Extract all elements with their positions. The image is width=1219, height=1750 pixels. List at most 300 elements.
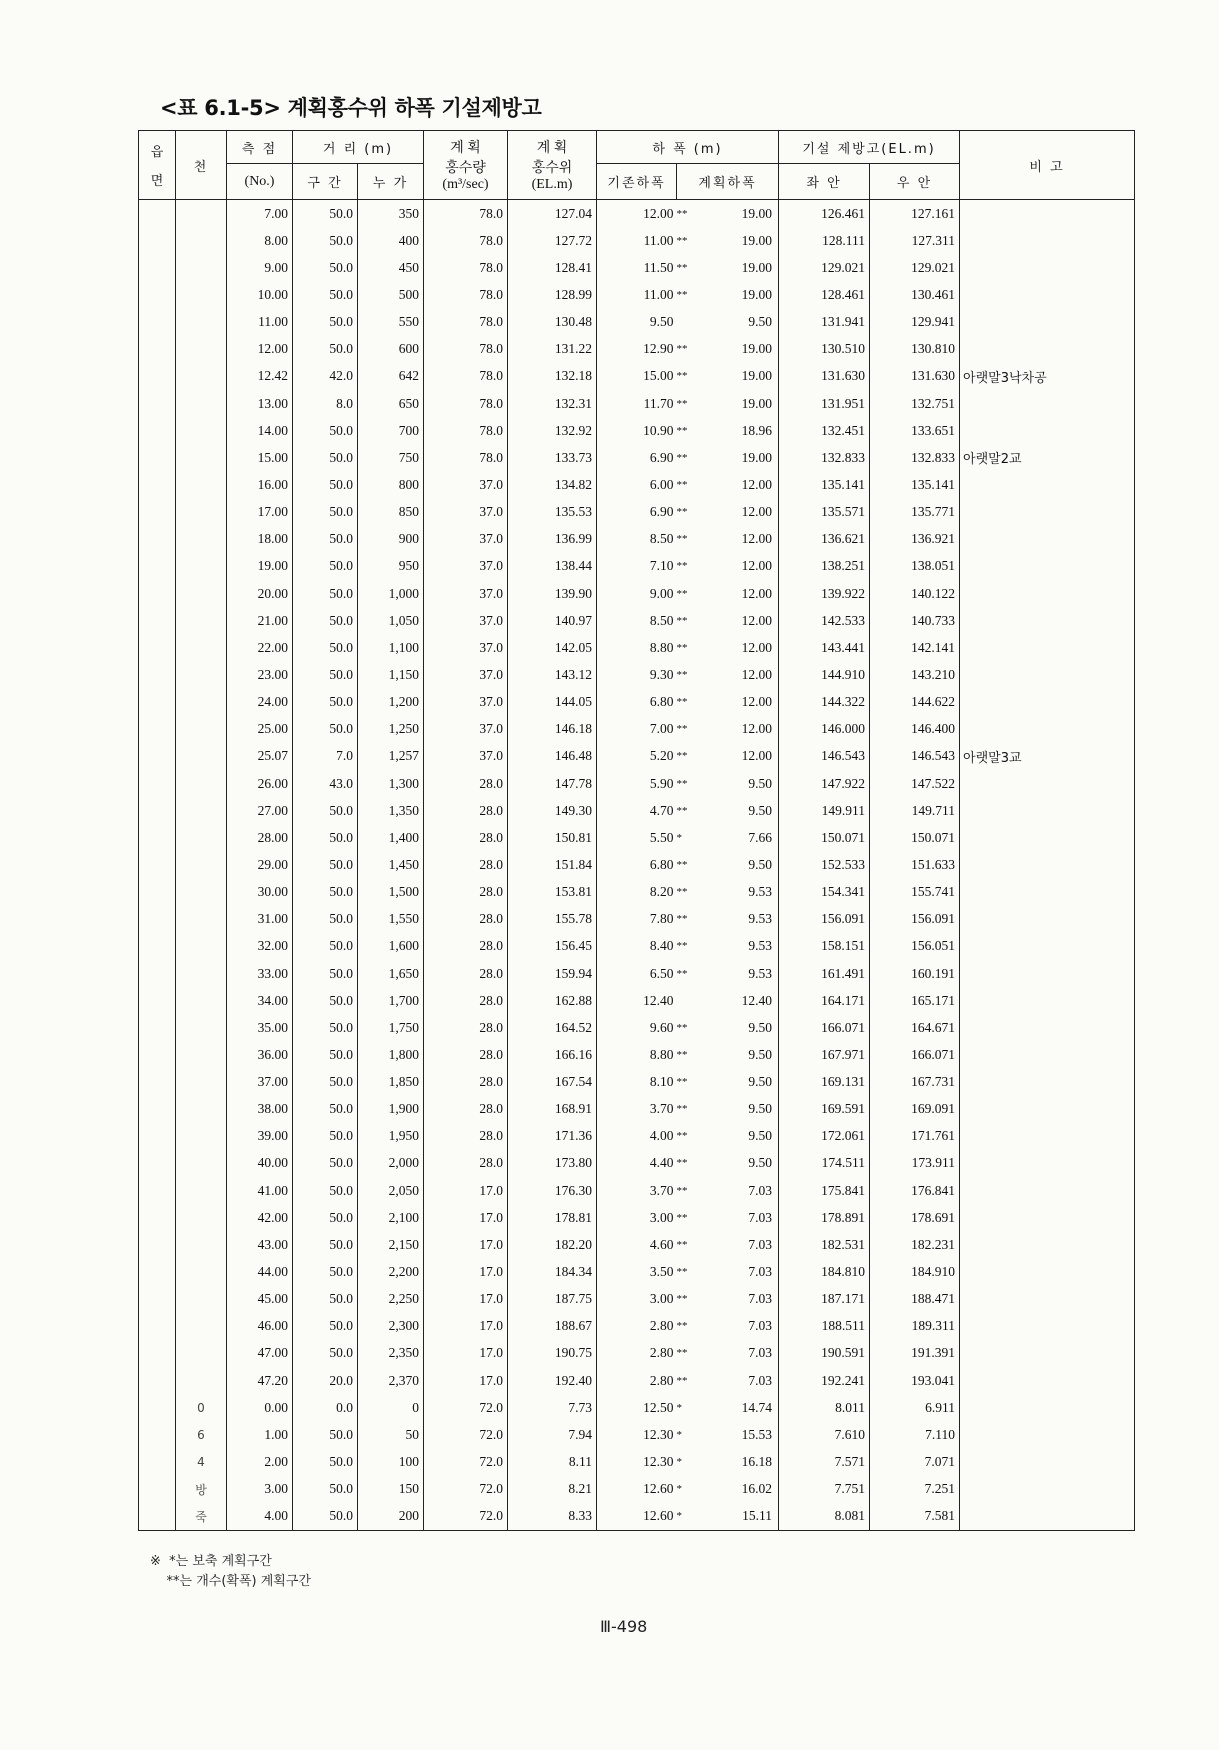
width-marker-cell: ** [676, 424, 688, 437]
interval-cell: 50.0 [293, 661, 358, 688]
width-existing-cell: 12.40 [597, 987, 677, 1014]
stream-cell [176, 933, 227, 960]
station-cell: 12.00 [227, 336, 293, 363]
left-bank-cell: 144.322 [779, 689, 870, 716]
stream-cell: 죽 [176, 1503, 227, 1531]
interval-cell: 50.0 [293, 1286, 358, 1313]
header-width-existing: 기존하폭 [597, 164, 677, 200]
note-cell [960, 1150, 1135, 1177]
stream-cell [176, 770, 227, 797]
header-flow-unit: (m³/sec) [442, 177, 489, 192]
table-row [139, 1313, 1135, 1340]
left-bank-cell: 187.171 [779, 1286, 870, 1313]
stream-cell [176, 1123, 227, 1150]
width-existing-cell: 2.80 [597, 1313, 677, 1340]
width-marker-cell: ** [676, 1021, 688, 1034]
right-bank-cell: 155.741 [870, 879, 960, 906]
stream-cell [176, 960, 227, 987]
width-plan-cell: 9.53 [689, 960, 779, 987]
station-cell: 16.00 [227, 471, 293, 498]
width-existing-cell: 15.00 [597, 363, 677, 390]
cumulative-cell: 750 [358, 444, 424, 471]
note-cell [960, 336, 1135, 363]
table-row [139, 824, 1135, 851]
interval-cell: 50.0 [293, 1014, 358, 1041]
water-level-cell: 192.40 [508, 1367, 597, 1394]
note-cell [960, 200, 1135, 228]
table-row [139, 906, 1135, 933]
stream-cell [176, 1367, 227, 1394]
width-plan-cell: 7.03 [689, 1258, 779, 1285]
header-flow-line1: 계 획 [450, 141, 481, 156]
station-cell: 33.00 [227, 960, 293, 987]
left-bank-cell: 126.461 [779, 200, 870, 228]
width-existing-cell: 5.20 [597, 743, 677, 770]
eup-cell [139, 1421, 176, 1448]
width-marker-cell: * [677, 1503, 689, 1531]
left-bank-cell: 142.533 [779, 607, 870, 634]
left-bank-cell: 161.491 [779, 960, 870, 987]
width-existing-cell: 5.90 [597, 770, 677, 797]
width-marker-cell: ** [676, 1048, 688, 1061]
eup-cell [139, 1069, 176, 1096]
table-row [139, 661, 1135, 688]
width-plan-cell: 15.53 [689, 1421, 779, 1448]
interval-cell: 7.0 [293, 743, 358, 770]
stream-cell [176, 1069, 227, 1096]
width-existing-cell: 2.80 [597, 1340, 677, 1367]
interval-cell: 50.0 [293, 1313, 358, 1340]
eup-cell [139, 1448, 176, 1475]
header-interval: 구 간 [293, 164, 358, 200]
width-marker-cell: ** [676, 777, 688, 790]
eup-cell [139, 1177, 176, 1204]
width-existing-cell: 3.00 [597, 1204, 677, 1231]
cumulative-cell: 2,000 [358, 1150, 424, 1177]
width-marker-cell: ** [676, 804, 688, 817]
right-bank-cell: 164.671 [870, 1014, 960, 1041]
table-row [139, 1231, 1135, 1258]
flow-cell: 72.0 [424, 1394, 508, 1421]
interval-cell: 50.0 [293, 471, 358, 498]
station-cell: 21.00 [227, 607, 293, 634]
right-bank-cell: 176.841 [870, 1177, 960, 1204]
width-marker-cell: * [676, 1401, 683, 1414]
note-cell [960, 1394, 1135, 1421]
header-level-unit: (EL.m) [531, 177, 573, 192]
interval-cell: 50.0 [293, 553, 358, 580]
left-bank-cell: 156.091 [779, 906, 870, 933]
flow-cell: 37.0 [424, 716, 508, 743]
note-cell [960, 417, 1135, 444]
note-cell [960, 689, 1135, 716]
width-existing-cell: 9.00 [597, 580, 677, 607]
table-row [139, 960, 1135, 987]
left-bank-cell: 146.000 [779, 716, 870, 743]
right-bank-cell: 136.921 [870, 526, 960, 553]
left-bank-cell: 138.251 [779, 553, 870, 580]
width-plan-cell: 16.02 [689, 1476, 779, 1503]
header-levee: 기설 제방고(EL.m) [779, 131, 960, 164]
left-bank-cell: 7.751 [779, 1476, 870, 1503]
stream-cell: 6 [176, 1421, 227, 1448]
width-plan-cell: 12.00 [689, 553, 779, 580]
stream-cell [176, 1096, 227, 1123]
width-plan-cell: 9.50 [689, 1041, 779, 1068]
stream-cell [176, 824, 227, 851]
header-eup: 읍 [150, 145, 164, 160]
note-cell [960, 634, 1135, 661]
stream-cell [176, 1258, 227, 1285]
stream-cell [176, 689, 227, 716]
eup-cell [139, 471, 176, 498]
stream-cell [176, 363, 227, 390]
right-bank-cell: 140.122 [870, 580, 960, 607]
stream-cell [176, 634, 227, 661]
note-cell [960, 390, 1135, 417]
width-plan-cell: 19.00 [689, 227, 779, 254]
water-level-cell: 132.31 [508, 390, 597, 417]
interval-cell: 50.0 [293, 879, 358, 906]
right-bank-cell: 132.751 [870, 390, 960, 417]
right-bank-cell: 166.071 [870, 1041, 960, 1068]
station-cell: 28.00 [227, 824, 293, 851]
water-level-cell: 156.45 [508, 933, 597, 960]
header-distance: 거 리 (m) [293, 131, 424, 164]
interval-cell: 50.0 [293, 689, 358, 716]
note-cell [960, 770, 1135, 797]
station-cell: 34.00 [227, 987, 293, 1014]
note-cell [960, 499, 1135, 526]
left-bank-cell: 158.151 [779, 933, 870, 960]
width-plan-cell: 12.00 [689, 580, 779, 607]
interval-cell: 50.0 [293, 1503, 358, 1531]
cumulative-cell: 1,600 [358, 933, 424, 960]
cumulative-cell: 1,450 [358, 851, 424, 878]
flow-cell: 37.0 [424, 580, 508, 607]
water-level-cell: 127.72 [508, 227, 597, 254]
right-bank-cell: 169.091 [870, 1096, 960, 1123]
width-plan-cell: 12.00 [689, 634, 779, 661]
water-level-cell: 7.94 [508, 1421, 597, 1448]
note-cell [960, 1313, 1135, 1340]
flow-cell: 37.0 [424, 607, 508, 634]
stream-cell [176, 716, 227, 743]
flow-cell: 78.0 [424, 281, 508, 308]
table-body [139, 200, 1135, 1531]
stream-cell [176, 200, 227, 228]
interval-cell: 50.0 [293, 336, 358, 363]
header-width-plan: 계획하폭 [677, 164, 779, 200]
width-marker-cell: ** [676, 560, 688, 573]
note-cell [960, 716, 1135, 743]
table-row [139, 281, 1135, 308]
right-bank-cell: 140.733 [870, 607, 960, 634]
table-row [139, 933, 1135, 960]
eup-cell [139, 933, 176, 960]
flow-cell: 28.0 [424, 851, 508, 878]
eup-cell [139, 200, 176, 228]
note-cell [960, 553, 1135, 580]
left-bank-cell: 136.621 [779, 526, 870, 553]
water-level-cell: 153.81 [508, 879, 597, 906]
left-bank-cell: 192.241 [779, 1367, 870, 1394]
interval-cell: 50.0 [293, 797, 358, 824]
eup-cell [139, 417, 176, 444]
width-marker-cell: ** [676, 858, 688, 871]
right-bank-cell: 193.041 [870, 1367, 960, 1394]
right-bank-cell: 173.911 [870, 1150, 960, 1177]
left-bank-cell: 128.111 [779, 227, 870, 254]
note-cell [960, 254, 1135, 281]
eup-cell [139, 906, 176, 933]
eup-cell [139, 960, 176, 987]
flow-cell: 78.0 [424, 363, 508, 390]
flow-cell: 37.0 [424, 661, 508, 688]
eup-cell [139, 879, 176, 906]
right-bank-cell: 150.071 [870, 824, 960, 851]
water-level-cell: 132.18 [508, 363, 597, 390]
note-cell [960, 1041, 1135, 1068]
left-bank-cell: 178.891 [779, 1204, 870, 1231]
width-existing-cell: 3.70 [597, 1096, 677, 1123]
width-plan-cell: 18.96 [689, 417, 779, 444]
header-note: 비 고 [960, 131, 1135, 200]
eup-cell [139, 607, 176, 634]
flow-cell: 37.0 [424, 634, 508, 661]
interval-cell: 50.0 [293, 824, 358, 851]
stream-cell [176, 1204, 227, 1231]
table-row [139, 580, 1135, 607]
width-marker-cell: ** [676, 288, 688, 301]
width-plan-cell: 19.00 [689, 390, 779, 417]
cumulative-cell: 500 [358, 281, 424, 308]
stream-cell [176, 309, 227, 336]
right-bank-cell: 6.911 [870, 1394, 960, 1421]
width-plan-cell: 19.00 [689, 363, 779, 390]
interval-cell: 50.0 [293, 281, 358, 308]
stream-cell [176, 987, 227, 1014]
header-flow-line2: 홍수량 [445, 161, 486, 176]
flow-cell: 17.0 [424, 1286, 508, 1313]
left-bank-cell: 147.922 [779, 770, 870, 797]
eup-cell [139, 851, 176, 878]
left-bank-cell: 172.061 [779, 1123, 870, 1150]
width-existing-cell: 7.00 [597, 716, 677, 743]
left-bank-cell: 175.841 [779, 1177, 870, 1204]
stream-cell [176, 1041, 227, 1068]
width-plan-cell: 7.66 [689, 824, 779, 851]
width-plan-cell: 7.03 [689, 1177, 779, 1204]
note-cell [960, 1231, 1135, 1258]
table-row [139, 1177, 1135, 1204]
footnote-widening: **는 개수(확폭) 계획구간 [150, 1574, 311, 1589]
cumulative-cell: 1,750 [358, 1014, 424, 1041]
station-cell: 1.00 [227, 1421, 293, 1448]
note-cell [960, 1503, 1135, 1531]
interval-cell: 50.0 [293, 1448, 358, 1475]
right-bank-cell: 146.543 [870, 743, 960, 770]
left-bank-cell: 174.511 [779, 1150, 870, 1177]
stream-cell [176, 879, 227, 906]
interval-cell: 50.0 [293, 1476, 358, 1503]
water-level-cell: 162.88 [508, 987, 597, 1014]
water-level-cell: 188.67 [508, 1313, 597, 1340]
right-bank-cell: 135.771 [870, 499, 960, 526]
table-row [139, 1367, 1135, 1394]
width-existing-cell: 11.50 [597, 254, 677, 281]
flow-cell: 17.0 [424, 1231, 508, 1258]
station-cell: 45.00 [227, 1286, 293, 1313]
width-marker-cell [677, 309, 689, 336]
width-existing-cell: 12.00 [597, 200, 677, 228]
width-plan-cell: 19.00 [689, 444, 779, 471]
note-cell: 아랫말3교 [960, 743, 1135, 770]
width-existing-cell: 8.50 [597, 607, 677, 634]
table-row [139, 716, 1135, 743]
width-marker-cell: ** [676, 1374, 688, 1387]
right-bank-cell: 156.051 [870, 933, 960, 960]
width-plan-cell: 19.00 [689, 200, 779, 228]
width-plan-cell: 9.50 [689, 770, 779, 797]
right-bank-cell: 142.141 [870, 634, 960, 661]
station-cell: 42.00 [227, 1204, 293, 1231]
left-bank-cell: 190.591 [779, 1340, 870, 1367]
note-cell [960, 987, 1135, 1014]
eup-cell [139, 743, 176, 770]
water-level-cell: 132.92 [508, 417, 597, 444]
right-bank-cell: 127.311 [870, 227, 960, 254]
eup-cell [139, 580, 176, 607]
width-existing-cell: 4.40 [597, 1150, 677, 1177]
interval-cell: 50.0 [293, 906, 358, 933]
width-marker-cell: ** [676, 370, 688, 383]
right-bank-cell: 144.622 [870, 689, 960, 716]
left-bank-cell: 149.911 [779, 797, 870, 824]
station-cell: 46.00 [227, 1313, 293, 1340]
width-marker-cell: ** [676, 478, 688, 491]
note-cell [960, 1069, 1135, 1096]
table-row [139, 1041, 1135, 1068]
cumulative-cell: 1,850 [358, 1069, 424, 1096]
station-cell: 27.00 [227, 797, 293, 824]
width-plan-cell: 19.00 [689, 281, 779, 308]
note-cell [960, 933, 1135, 960]
stream-cell [176, 1286, 227, 1313]
eup-cell [139, 1204, 176, 1231]
station-cell: 26.00 [227, 770, 293, 797]
cumulative-cell: 2,370 [358, 1367, 424, 1394]
stream-cell [176, 851, 227, 878]
water-level-cell: 144.05 [508, 689, 597, 716]
left-bank-cell: 8.081 [779, 1503, 870, 1531]
left-bank-cell: 135.141 [779, 471, 870, 498]
note-cell [960, 1367, 1135, 1394]
width-plan-cell: 7.03 [689, 1340, 779, 1367]
width-existing-cell: 3.00 [597, 1286, 677, 1313]
width-marker-cell: * [676, 831, 683, 844]
width-plan-cell: 12.00 [689, 607, 779, 634]
left-bank-cell: 8.011 [779, 1394, 870, 1421]
right-bank-cell: 7.071 [870, 1448, 960, 1475]
stream-cell [176, 254, 227, 281]
width-plan-cell: 12.00 [689, 499, 779, 526]
left-bank-cell: 135.571 [779, 499, 870, 526]
interval-cell: 50.0 [293, 960, 358, 987]
interval-cell: 50.0 [293, 607, 358, 634]
width-existing-cell: 10.90 [597, 417, 677, 444]
width-existing-cell: 6.90 [597, 444, 677, 471]
right-bank-cell: 182.231 [870, 1231, 960, 1258]
note-cell [960, 471, 1135, 498]
cumulative-cell: 650 [358, 390, 424, 417]
table-row [139, 797, 1135, 824]
right-bank-cell: 191.391 [870, 1340, 960, 1367]
flow-cell: 28.0 [424, 797, 508, 824]
water-level-cell: 130.48 [508, 309, 597, 336]
water-level-cell: 178.81 [508, 1204, 597, 1231]
water-level-cell: 138.44 [508, 553, 597, 580]
cumulative-cell: 1,050 [358, 607, 424, 634]
table-row [139, 200, 1135, 228]
eup-cell [139, 1258, 176, 1285]
eup-cell [139, 1394, 176, 1421]
left-bank-cell: 143.441 [779, 634, 870, 661]
table-row [139, 1258, 1135, 1285]
width-plan-cell: 16.18 [689, 1448, 779, 1475]
cumulative-cell: 200 [358, 1503, 424, 1531]
stream-cell: 4 [176, 1448, 227, 1475]
width-existing-cell: 12.30 [597, 1421, 677, 1448]
table-row [139, 1421, 1135, 1448]
table-row [139, 309, 1135, 336]
water-level-cell: 159.94 [508, 960, 597, 987]
table-row [139, 851, 1135, 878]
eup-cell [139, 526, 176, 553]
interval-cell: 50.0 [293, 499, 358, 526]
note-cell [960, 1177, 1135, 1204]
eup-cell [139, 824, 176, 851]
width-marker-cell [677, 987, 689, 1014]
width-marker-cell: ** [676, 723, 688, 736]
table-row [139, 553, 1135, 580]
width-marker-cell: ** [676, 506, 688, 519]
note-cell [960, 1204, 1135, 1231]
eup-cell [139, 1340, 176, 1367]
water-level-cell: 128.99 [508, 281, 597, 308]
station-cell: 36.00 [227, 1041, 293, 1068]
width-plan-cell: 7.03 [689, 1231, 779, 1258]
header-stream: 천 [176, 131, 227, 200]
right-bank-cell: 138.051 [870, 553, 960, 580]
station-cell: 4.00 [227, 1503, 293, 1531]
cumulative-cell: 600 [358, 336, 424, 363]
width-existing-cell: 4.70 [597, 797, 677, 824]
water-level-cell: 184.34 [508, 1258, 597, 1285]
stream-cell [176, 281, 227, 308]
right-bank-cell: 149.711 [870, 797, 960, 824]
cumulative-cell: 950 [358, 553, 424, 580]
station-cell: 41.00 [227, 1177, 293, 1204]
stream-cell [176, 444, 227, 471]
stream-cell [176, 553, 227, 580]
right-bank-cell: 156.091 [870, 906, 960, 933]
width-existing-cell: 11.70 [597, 390, 677, 417]
width-existing-cell: 3.70 [597, 1177, 677, 1204]
cumulative-cell: 1,300 [358, 770, 424, 797]
cumulative-cell: 150 [358, 1476, 424, 1503]
table-row [139, 743, 1135, 770]
